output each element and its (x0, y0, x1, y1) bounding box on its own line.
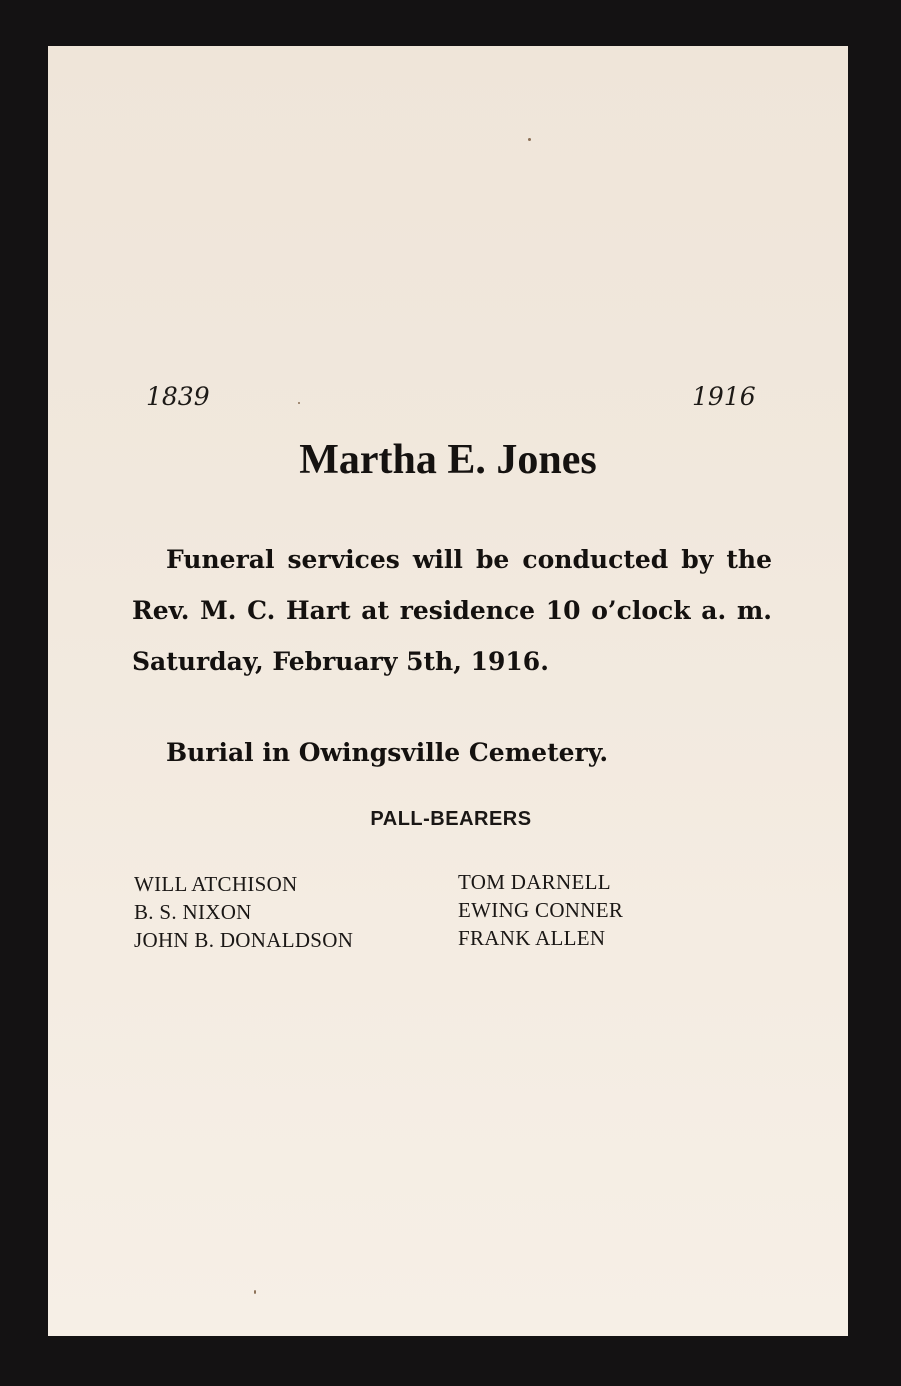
pallbearers-left-column (134, 870, 353, 954)
pallbearer-name: JOHN B. DONALDSON (134, 928, 354, 952)
paper-speck (528, 138, 531, 141)
funeral-notice-card (48, 46, 848, 1336)
pallbearer-name: TOM DARNELL (458, 870, 611, 894)
death-year: 1916 (692, 382, 756, 411)
pallbearers-heading: PALL-BEARERS (370, 808, 532, 830)
deceased-name: Martha E. Jones (299, 437, 597, 483)
pallbearer-name: WILL ATCHISON (134, 872, 298, 896)
paper-speck (298, 402, 300, 404)
service-notice: Funeral services will be conducted by the Rev. M. C. Hart at residence 10 o’clock a. m. Saturday, February 5th, 1916. (132, 545, 772, 676)
pallbearers-right-column (458, 868, 623, 952)
pallbearer-name: EWING CONNER (458, 898, 624, 922)
paper-speck (254, 1290, 256, 1294)
birth-year: 1839 (146, 382, 210, 411)
pallbearer-name: FRANK ALLEN (458, 926, 606, 950)
burial-notice: Burial in Owingsville Cemetery. (166, 738, 609, 767)
pallbearer-name: B. S. NIXON (134, 900, 252, 924)
